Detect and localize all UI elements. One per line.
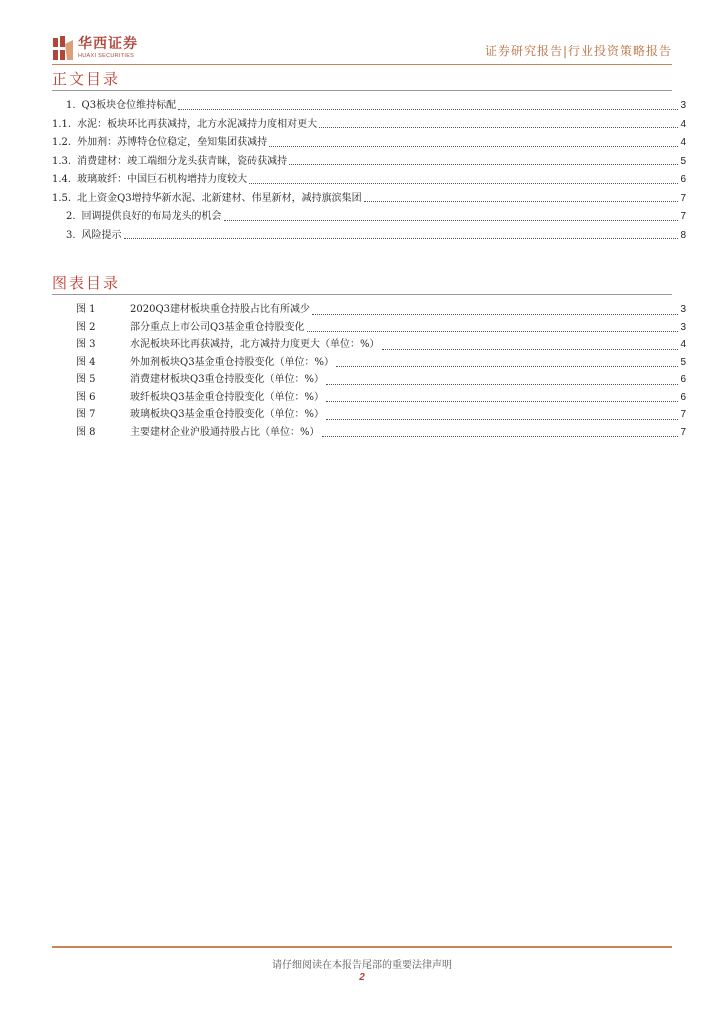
entry-title: 回调提供良好的布局龙头的机会 bbox=[81, 211, 222, 222]
page-header bbox=[52, 30, 672, 64]
dot-leader bbox=[289, 164, 678, 165]
entry-page: 4 bbox=[680, 118, 686, 130]
entry-title: 消费建材板块Q3重仓持股变化（单位：%） bbox=[130, 374, 325, 385]
entry-page: 7 bbox=[680, 426, 686, 438]
entry-title: 玻璃玻纤：中国巨石机构增持力度较大 bbox=[77, 174, 248, 185]
entry-number: 图 8 bbox=[76, 426, 96, 438]
entry-title: 玻璃板块Q3基金重仓持股变化（单位：%） bbox=[130, 409, 325, 420]
figure-entry[interactable] bbox=[76, 370, 686, 388]
dot-leader bbox=[269, 146, 678, 147]
entry-number: 1.1. bbox=[52, 118, 72, 130]
entry-page: 5 bbox=[680, 356, 686, 368]
entry-page: 7 bbox=[680, 192, 686, 204]
figure-entry[interactable] bbox=[76, 405, 686, 423]
entry-number: 2. bbox=[66, 211, 76, 222]
entry-title: 主要建材企业沪股通持股占比（单位：%） bbox=[130, 426, 320, 438]
entry-page: 7 bbox=[680, 409, 686, 420]
logo-chinese-name: 华西证券 bbox=[78, 35, 138, 52]
entry-number: 3. bbox=[66, 229, 76, 241]
contents-title: 正文目录 bbox=[52, 70, 121, 88]
dot-leader bbox=[307, 331, 679, 332]
toc-entry[interactable] bbox=[52, 133, 686, 152]
entry-page: 6 bbox=[680, 374, 686, 385]
entry-title: 外加剂板块Q3基金重仓持股变化（单位：%） bbox=[130, 356, 335, 368]
figure-entry[interactable] bbox=[76, 353, 686, 371]
dot-leader bbox=[249, 183, 678, 184]
entry-number: 1. bbox=[66, 100, 76, 111]
toc-entry[interactable] bbox=[52, 170, 686, 189]
entry-number: 图 5 bbox=[76, 374, 96, 385]
entry-number: 1.2. bbox=[52, 137, 72, 148]
dot-leader bbox=[326, 419, 678, 420]
footer-divider bbox=[52, 946, 672, 948]
entry-title: 水泥：板块环比再获减持，北方水泥减持力度相对更大 bbox=[77, 118, 318, 130]
dot-leader bbox=[326, 384, 678, 385]
huaxi-logo-icon bbox=[52, 35, 74, 61]
entry-page: 4 bbox=[680, 137, 686, 148]
entry-page: 8 bbox=[680, 229, 686, 241]
entry-page: 3 bbox=[680, 304, 686, 315]
entry-number: 图 4 bbox=[76, 356, 96, 368]
entry-title: Q3板块仓位维持标配 bbox=[81, 100, 177, 111]
entry-page: 6 bbox=[680, 391, 686, 403]
dot-leader bbox=[178, 109, 678, 110]
dot-leader bbox=[124, 238, 679, 239]
entry-title: 水泥板块环比再获减持，北方减持力度更大（单位：%） bbox=[130, 339, 380, 350]
report-type-label: 证券研究报告|行业投资策略报告 bbox=[484, 44, 672, 58]
dot-leader bbox=[382, 349, 679, 350]
entry-title: 2020Q3建材板块重仓持股占比有所减少 bbox=[130, 304, 311, 315]
entry-page: 3 bbox=[680, 321, 686, 333]
entry-number: 图 7 bbox=[76, 409, 96, 420]
dot-leader bbox=[319, 127, 678, 128]
entry-number: 1.4. bbox=[52, 174, 72, 185]
contents-title-divider bbox=[52, 90, 672, 91]
figures-title: 图表目录 bbox=[52, 274, 121, 292]
dot-leader bbox=[364, 201, 679, 202]
toc-entry[interactable] bbox=[52, 96, 686, 115]
dot-leader bbox=[322, 436, 679, 437]
entry-number: 图 6 bbox=[76, 391, 96, 403]
dot-leader bbox=[224, 220, 679, 221]
entry-title: 消费建材：竣工端细分龙头获青睐，瓷砖获减持 bbox=[77, 155, 288, 167]
toc-entry[interactable] bbox=[52, 152, 686, 171]
entry-page: 5 bbox=[680, 155, 686, 167]
entry-number: 1.3. bbox=[52, 155, 72, 167]
legal-notice: 请仔细阅读在本报告尾部的重要法律声明 bbox=[272, 960, 452, 971]
page-number: 2 bbox=[359, 972, 365, 983]
entry-title: 部分重点上市公司Q3基金重仓持股变化 bbox=[130, 321, 305, 333]
figures-title-divider bbox=[52, 294, 672, 295]
entry-number: 1.5. bbox=[52, 192, 72, 204]
figure-entry[interactable] bbox=[76, 335, 686, 353]
toc-entry[interactable] bbox=[52, 207, 686, 226]
table-of-contents bbox=[52, 96, 686, 244]
entry-page: 4 bbox=[680, 339, 686, 350]
figure-entry[interactable] bbox=[76, 423, 686, 441]
entry-page: 3 bbox=[680, 100, 686, 111]
figure-entry[interactable] bbox=[76, 318, 686, 336]
entry-title: 玻纤板块Q3基金重仓持股变化（单位：%） bbox=[130, 391, 325, 403]
entry-number: 图 1 bbox=[76, 304, 96, 315]
toc-entry[interactable] bbox=[52, 115, 686, 134]
figure-entry[interactable] bbox=[76, 388, 686, 406]
logo-english-name: HUAXI SECURITIES bbox=[78, 52, 135, 59]
header-divider bbox=[52, 64, 672, 65]
entry-page: 7 bbox=[680, 211, 686, 222]
toc-entry[interactable] bbox=[52, 189, 686, 208]
entry-title: 北上资金Q3增持华新水泥、北新建材、伟星新材，减持旗滨集团 bbox=[77, 192, 362, 204]
entry-number: 图 2 bbox=[76, 321, 96, 333]
company-logo bbox=[52, 34, 138, 62]
list-of-figures bbox=[76, 300, 686, 440]
figure-entry[interactable] bbox=[76, 300, 686, 318]
dot-leader bbox=[312, 314, 678, 315]
dot-leader bbox=[326, 401, 678, 402]
dot-leader bbox=[336, 366, 678, 367]
toc-entry[interactable] bbox=[52, 226, 686, 245]
entry-title: 外加剂：苏博特仓位稳定，垒知集团获减持 bbox=[77, 137, 268, 148]
entry-page: 6 bbox=[680, 174, 686, 185]
entry-number: 图 3 bbox=[76, 339, 96, 350]
entry-title: 风险提示 bbox=[81, 229, 122, 241]
